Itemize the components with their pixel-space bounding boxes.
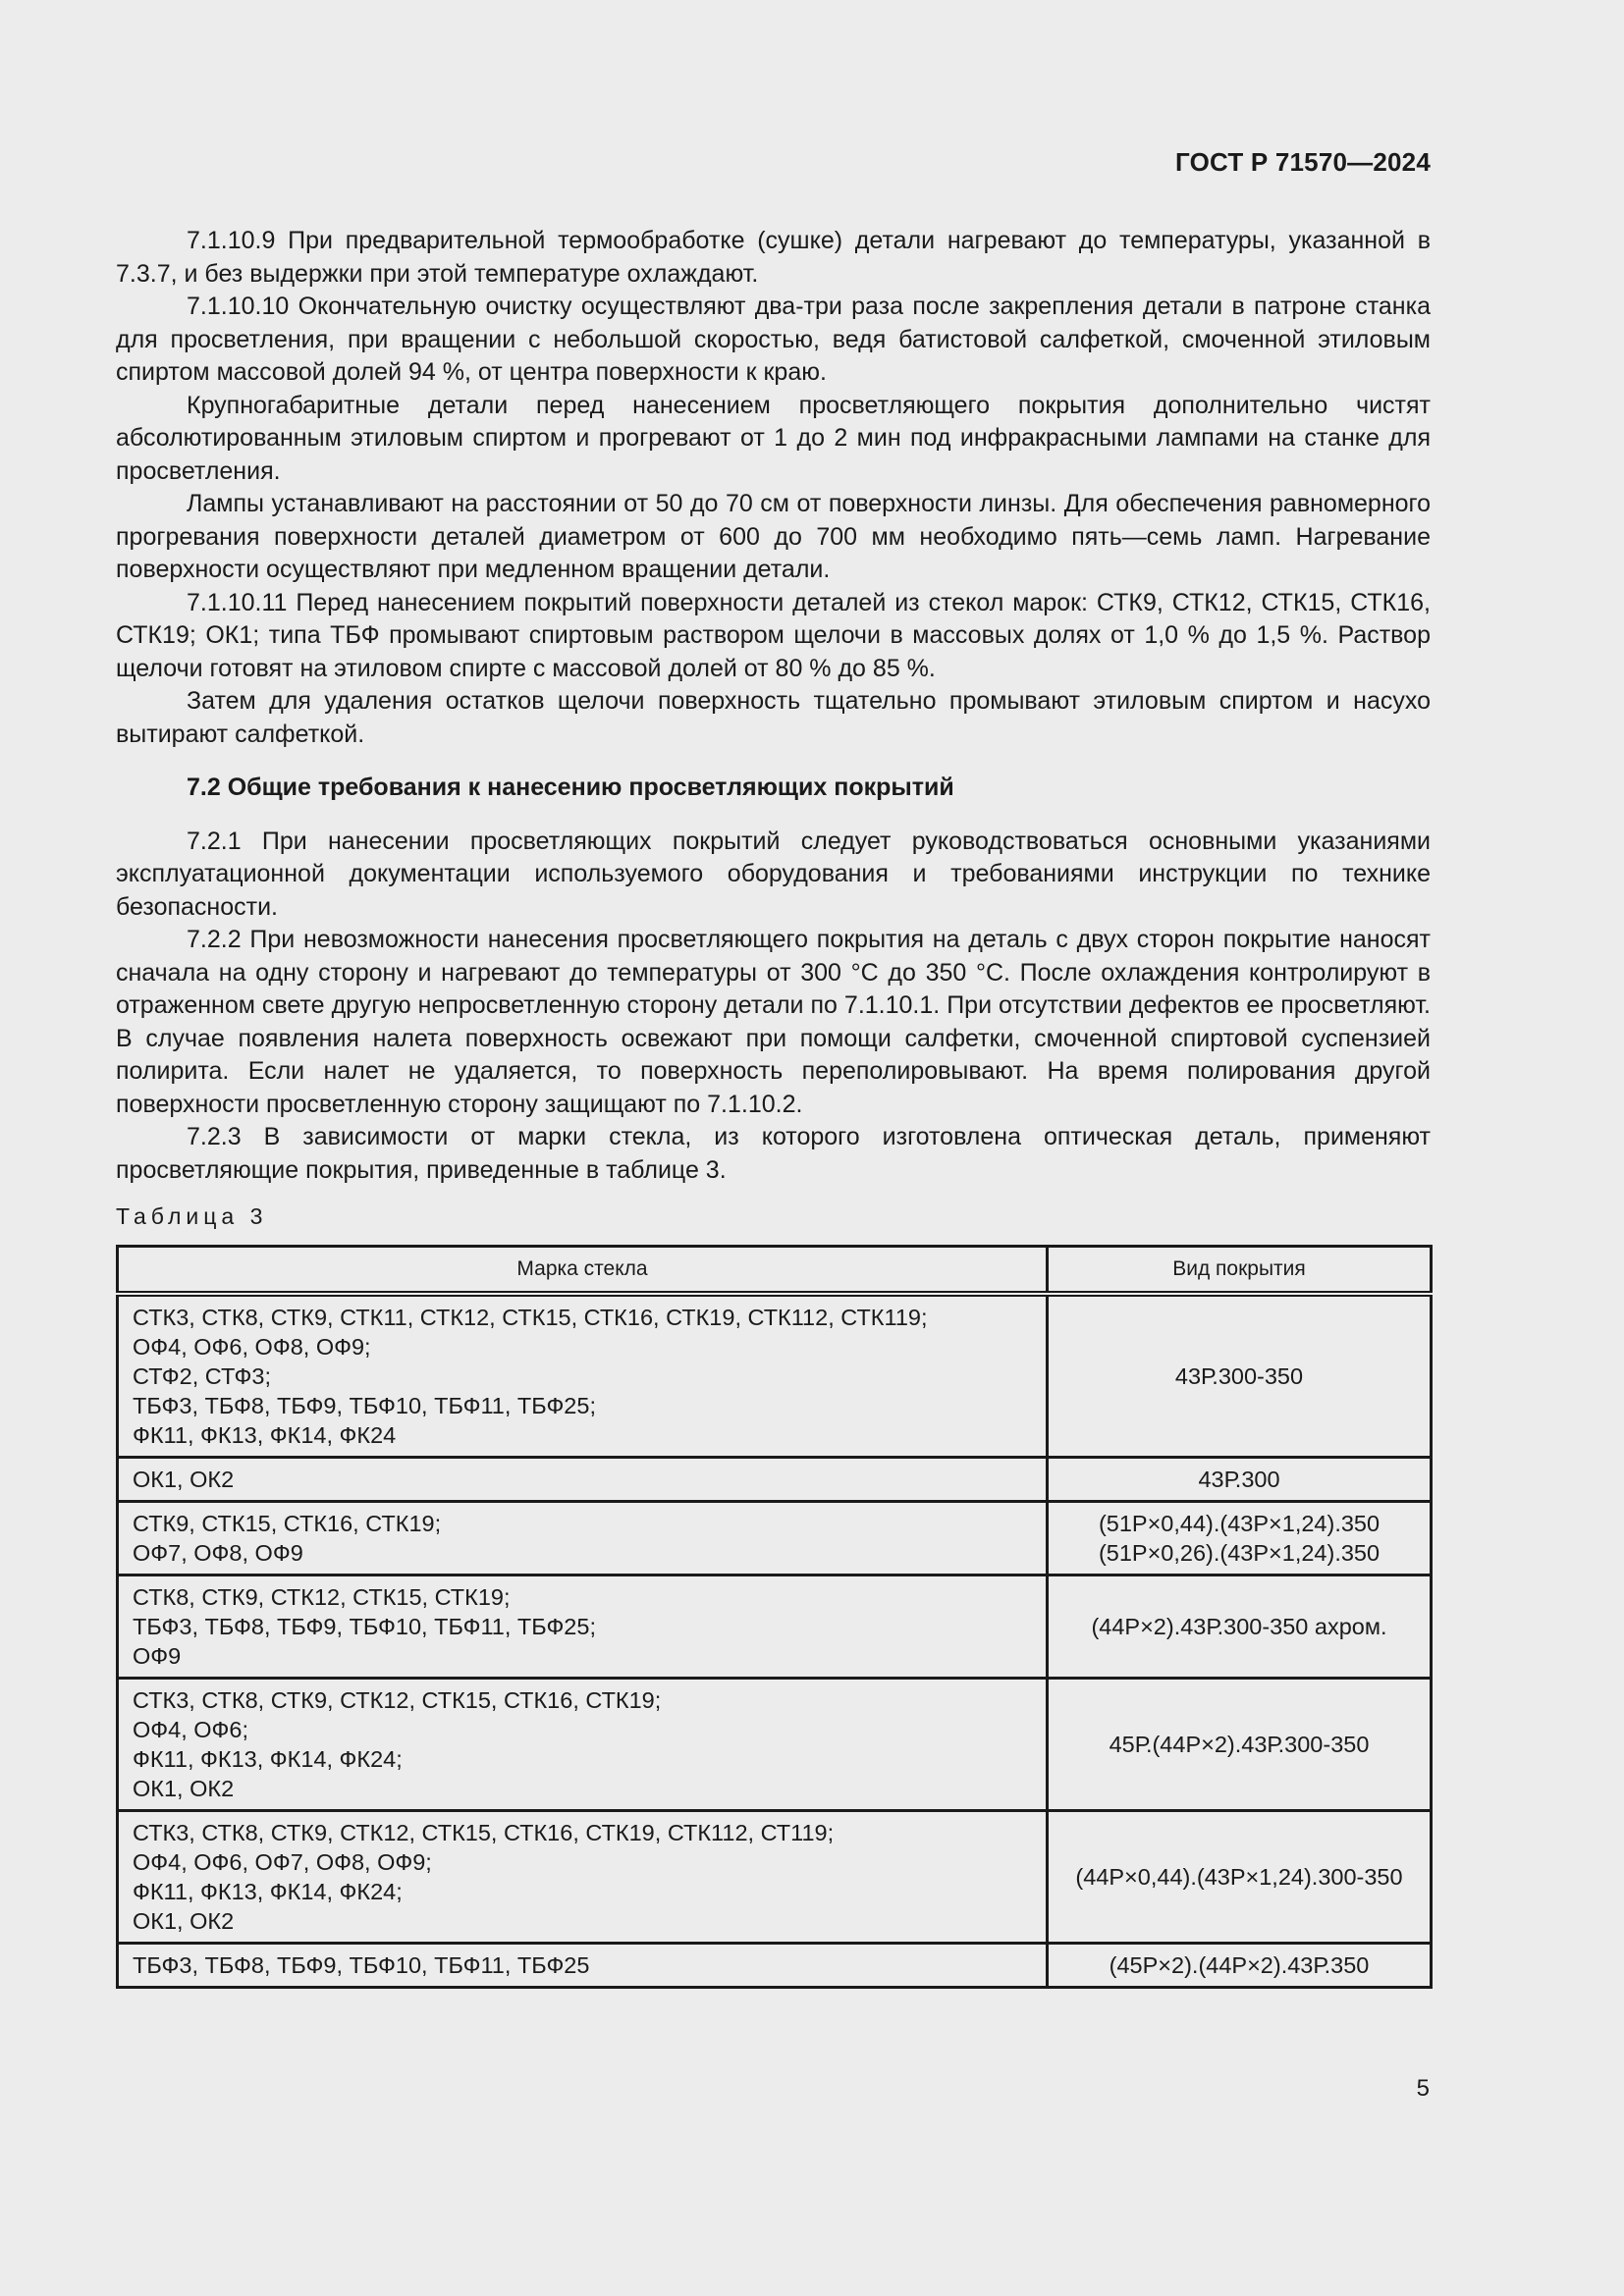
paragraph: 7.2.3 В зависимости от марки стекла, из которого изготовлена оптическая деталь, применяют просветляющие покрытия, приведенные в таблице 3. [116,1123,1431,1184]
glass-grade-cell [118,1458,1048,1502]
coating-type-cell [1048,1458,1432,1502]
column-header-glass-grade: Марка стекла [118,1247,1048,1295]
coating-type-cell [1048,1811,1432,1944]
glass-grade-line: СТК9, СТК15, СТК16, СТК19; [133,1511,442,1536]
document-header: ГОСТ Р 71570—2024 [1175,147,1431,177]
paragraph: 7.2.2 При невозможности нанесения просветляющего покрытия на деталь с двух сторон покрытие наносят сначала на одну сторону и нагревают до температуры от 300 °С до 350 °С. После охлаждения контролируют в отраженном свете другую непросветленную сторону детали по 7.1.10.1. При отсутствии дефектов ее просветляют. В случае появления налета поверхность освежают при помощи салфетки, смоченной спиртовой суспензией полирита. Если налет не удаляется, то поверхность переполировывают. На время полирования другой поверхности просветленную сторону защищают по 7.1.10.2. [116,926,1431,1118]
glass-grade-line: ТБФ3, ТБФ8, ТБФ9, ТБФ10, ТБФ11, ТБФ25; [133,1393,596,1418]
table-body [118,1294,1432,1988]
table-row [118,1811,1432,1944]
glass-grade-cell [118,1294,1048,1458]
paragraph: 7.2.1 При нанесении просветляющих покрытий следует руководствоваться основными указаниями эксплуатационной документации используемого оборудования и требованиями инструкции по технике безопасности. [116,827,1431,921]
table-header-row [118,1247,1432,1295]
coating-type-line: (44Р×0,44).(43Р×1,24).300-350 [1075,1864,1403,1890]
glass-grade-line: ТБФ3, ТБФ8, ТБФ9, ТБФ10, ТБФ11, ТБФ25; [133,1614,596,1639]
glass-grade-cell [118,1679,1048,1811]
glass-grade-line: ОФ7, ОФ8, ОФ9 [133,1540,303,1566]
paragraph: Лампы устанавливают на расстоянии от 50 до 70 см от поверхности линзы. Для обеспечения равномерного прогревания поверхности деталей диаметром от 600 до 700 мм необходимо пять—семь ламп. Нагревание поверхности осуществляют при медленном вращении детали. [116,490,1431,583]
coating-type-line: (45Р×2).(44Р×2).43Р.350 [1109,1952,1370,1978]
glass-grade-cell [118,1575,1048,1679]
glass-grade-line: СТК8, СТК9, СТК12, СТК15, СТК19; [133,1584,511,1610]
glass-grade-line: ОФ4, ОФ6, ОФ7, ОФ8, ОФ9; [133,1849,432,1875]
table-row [118,1294,1432,1458]
glass-grade-line: СТК3, СТК8, СТК9, СТК11, СТК12, СТК15, СТК16, СТК19, СТК112, СТК119; [133,1305,928,1330]
paragraph: Затем для удаления остатков щелочи поверхность тщательно промывают этиловым спиртом и насухо вытирают салфеткой. [116,687,1431,748]
coating-type-line: (51Р×0,26).(43Р×1,24).350 [1098,1540,1380,1566]
glass-grade-line: ФК11, ФК13, ФК14, ФК24 [133,1422,397,1448]
coating-type-line: 45Р.(44Р×2).43Р.300-350 [1109,1732,1370,1757]
body-text [116,225,1431,1187]
glass-grade-cell [118,1811,1048,1944]
glass-grade-line: ТБФ3, ТБФ8, ТБФ9, ТБФ10, ТБФ11, ТБФ25 [133,1952,590,1978]
paragraph: 7.1.10.11 Перед нанесением покрытий поверхности деталей из стекол марок: СТК9, СТК12, СТК15, СТК16, СТК19; ОК1; типа ТБФ промывают спиртовым раствором щелочи в массовых долях от 1,0 % до 1,5 %. Раствор щелочи готовят на этиловом спирте с массовой долей от 80 % до 85 %. [116,588,1431,682]
coating-type-cell [1048,1679,1432,1811]
paragraph: 7.1.10.9 При предварительной термообработке (сушке) детали нагревают до температуры, указанной в 7.3.7, и без выдержки при этой температуре охлаждают. [116,227,1431,288]
coating-type-cell [1048,1502,1432,1575]
coating-type-cell [1048,1944,1432,1988]
glass-grade-line: ОФ4, ОФ6; [133,1717,249,1742]
table-row [118,1575,1432,1679]
table-row [118,1458,1432,1502]
glass-grade-line: ОФ4, ОФ6, ОФ8, ОФ9; [133,1334,371,1360]
table-row [118,1944,1432,1988]
glass-grade-cell [118,1944,1048,1988]
paragraph: Крупногабаритные детали перед нанесением просветляющего покрытия дополнительно чистят абсолютированным этиловым спиртом и прогревают от 1 до 2 мин под инфракрасными лампами на станке для просветления. [116,391,1431,485]
section-heading: 7.2 Общие требования к нанесению просветляющих покрытий [187,774,954,801]
coating-type-cell [1048,1294,1432,1458]
glass-grade-line: ОК1, ОК2 [133,1908,235,1934]
glass-grade-line: ФК11, ФК13, ФК14, ФК24; [133,1746,403,1772]
glass-grade-line: ОК1, ОК2 [133,1776,235,1801]
glass-grade-line: ОФ9 [133,1643,182,1669]
glass-grade-cell [118,1502,1048,1575]
table-row [118,1679,1432,1811]
glass-grade-line: СТК3, СТК8, СТК9, СТК12, СТК15, СТК16, СТК19, СТК112, СТ119; [133,1820,835,1845]
glass-grade-line: ОК1, ОК2 [133,1467,235,1492]
column-header-coating-type: Вид покрытия [1048,1247,1432,1295]
coating-type-cell [1048,1575,1432,1679]
page-number: 5 [1416,2075,1430,2102]
glass-grade-line: СТФ2, СТФ3; [133,1363,271,1389]
paragraph: 7.1.10.10 Окончательную очистку осуществляют два-три раза после закрепления детали в патроне станка для просветления, при вращении с небольшой скоростью, ведя батистовой салфеткой, смоченной этиловым спиртом массовой долей 94 %, от центра поверхности к краю. [116,293,1431,386]
coating-type-line: 43Р.300 [1198,1467,1280,1492]
coating-table [116,1245,1433,1989]
coating-type-line: (51Р×0,44).(43Р×1,24).350 [1098,1511,1380,1536]
glass-grade-line: СТК3, СТК8, СТК9, СТК12, СТК15, СТК16, СТК19; [133,1687,662,1713]
table-caption: Таблица 3 [116,1203,268,1229]
coating-type-line: 43Р.300-350 [1174,1363,1304,1389]
coating-type-line: (44Р×2).43Р.300-350 ахром. [1091,1614,1387,1639]
table-row [118,1502,1432,1575]
glass-grade-line: ФК11, ФК13, ФК14, ФК24; [133,1879,403,1904]
